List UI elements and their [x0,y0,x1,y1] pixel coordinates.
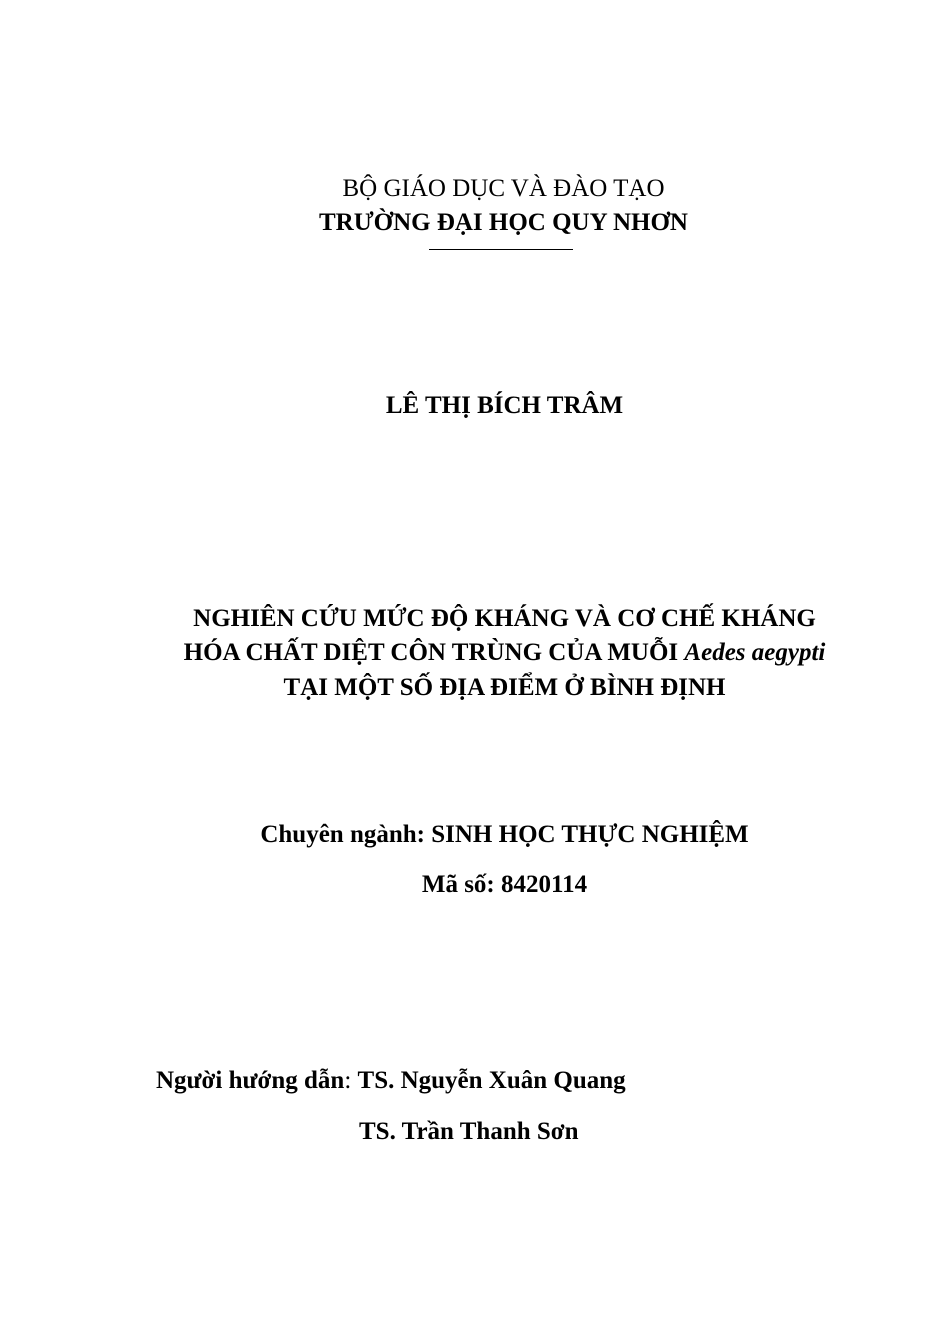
advisors-line [156,1066,626,1096]
code-line [33,870,943,900]
code-label: Mã số: [421,871,502,898]
ministry-name: BỘ GIÁO DỤC VÀ ĐÀO TẠO [342,175,665,202]
thesis-title-line-1: NGHIÊN CỨU MỨC ĐỘ KHÁNG VÀ CƠ CHẾ KHÁNG [193,605,816,632]
advisor-1-name: TS. Nguyễn Xuân Quang [357,1067,626,1094]
advisors-separator: : [344,1067,358,1094]
thesis-title-line-2-text: HÓA CHẤT DIỆT CÔN TRÙNG CỦA MUỖI [183,639,685,666]
advisor-2-name: TS. Trần Thanh Sơn [359,1118,579,1145]
major-label: Chuyên ngành: [260,821,432,848]
thesis-title-line-3: TẠI MỘT SỐ ĐỊA ĐIỂM Ở BÌNH ĐỊNH [283,674,726,701]
thesis-title-line-2 [33,638,943,668]
advisors-label: Người hướng dẫn [156,1067,345,1094]
major-line [33,820,943,850]
species-name: Aedes aegypti [684,639,826,666]
header-divider [429,249,573,250]
author-name: LÊ THỊ BÍCH TRÂM [385,392,624,419]
university-name: TRƯỜNG ĐẠI HỌC QUY NHƠN [319,209,688,236]
major-value: SINH HỌC THỰC NGHIỆM [431,821,749,848]
code-value: 8420114 [501,871,588,898]
